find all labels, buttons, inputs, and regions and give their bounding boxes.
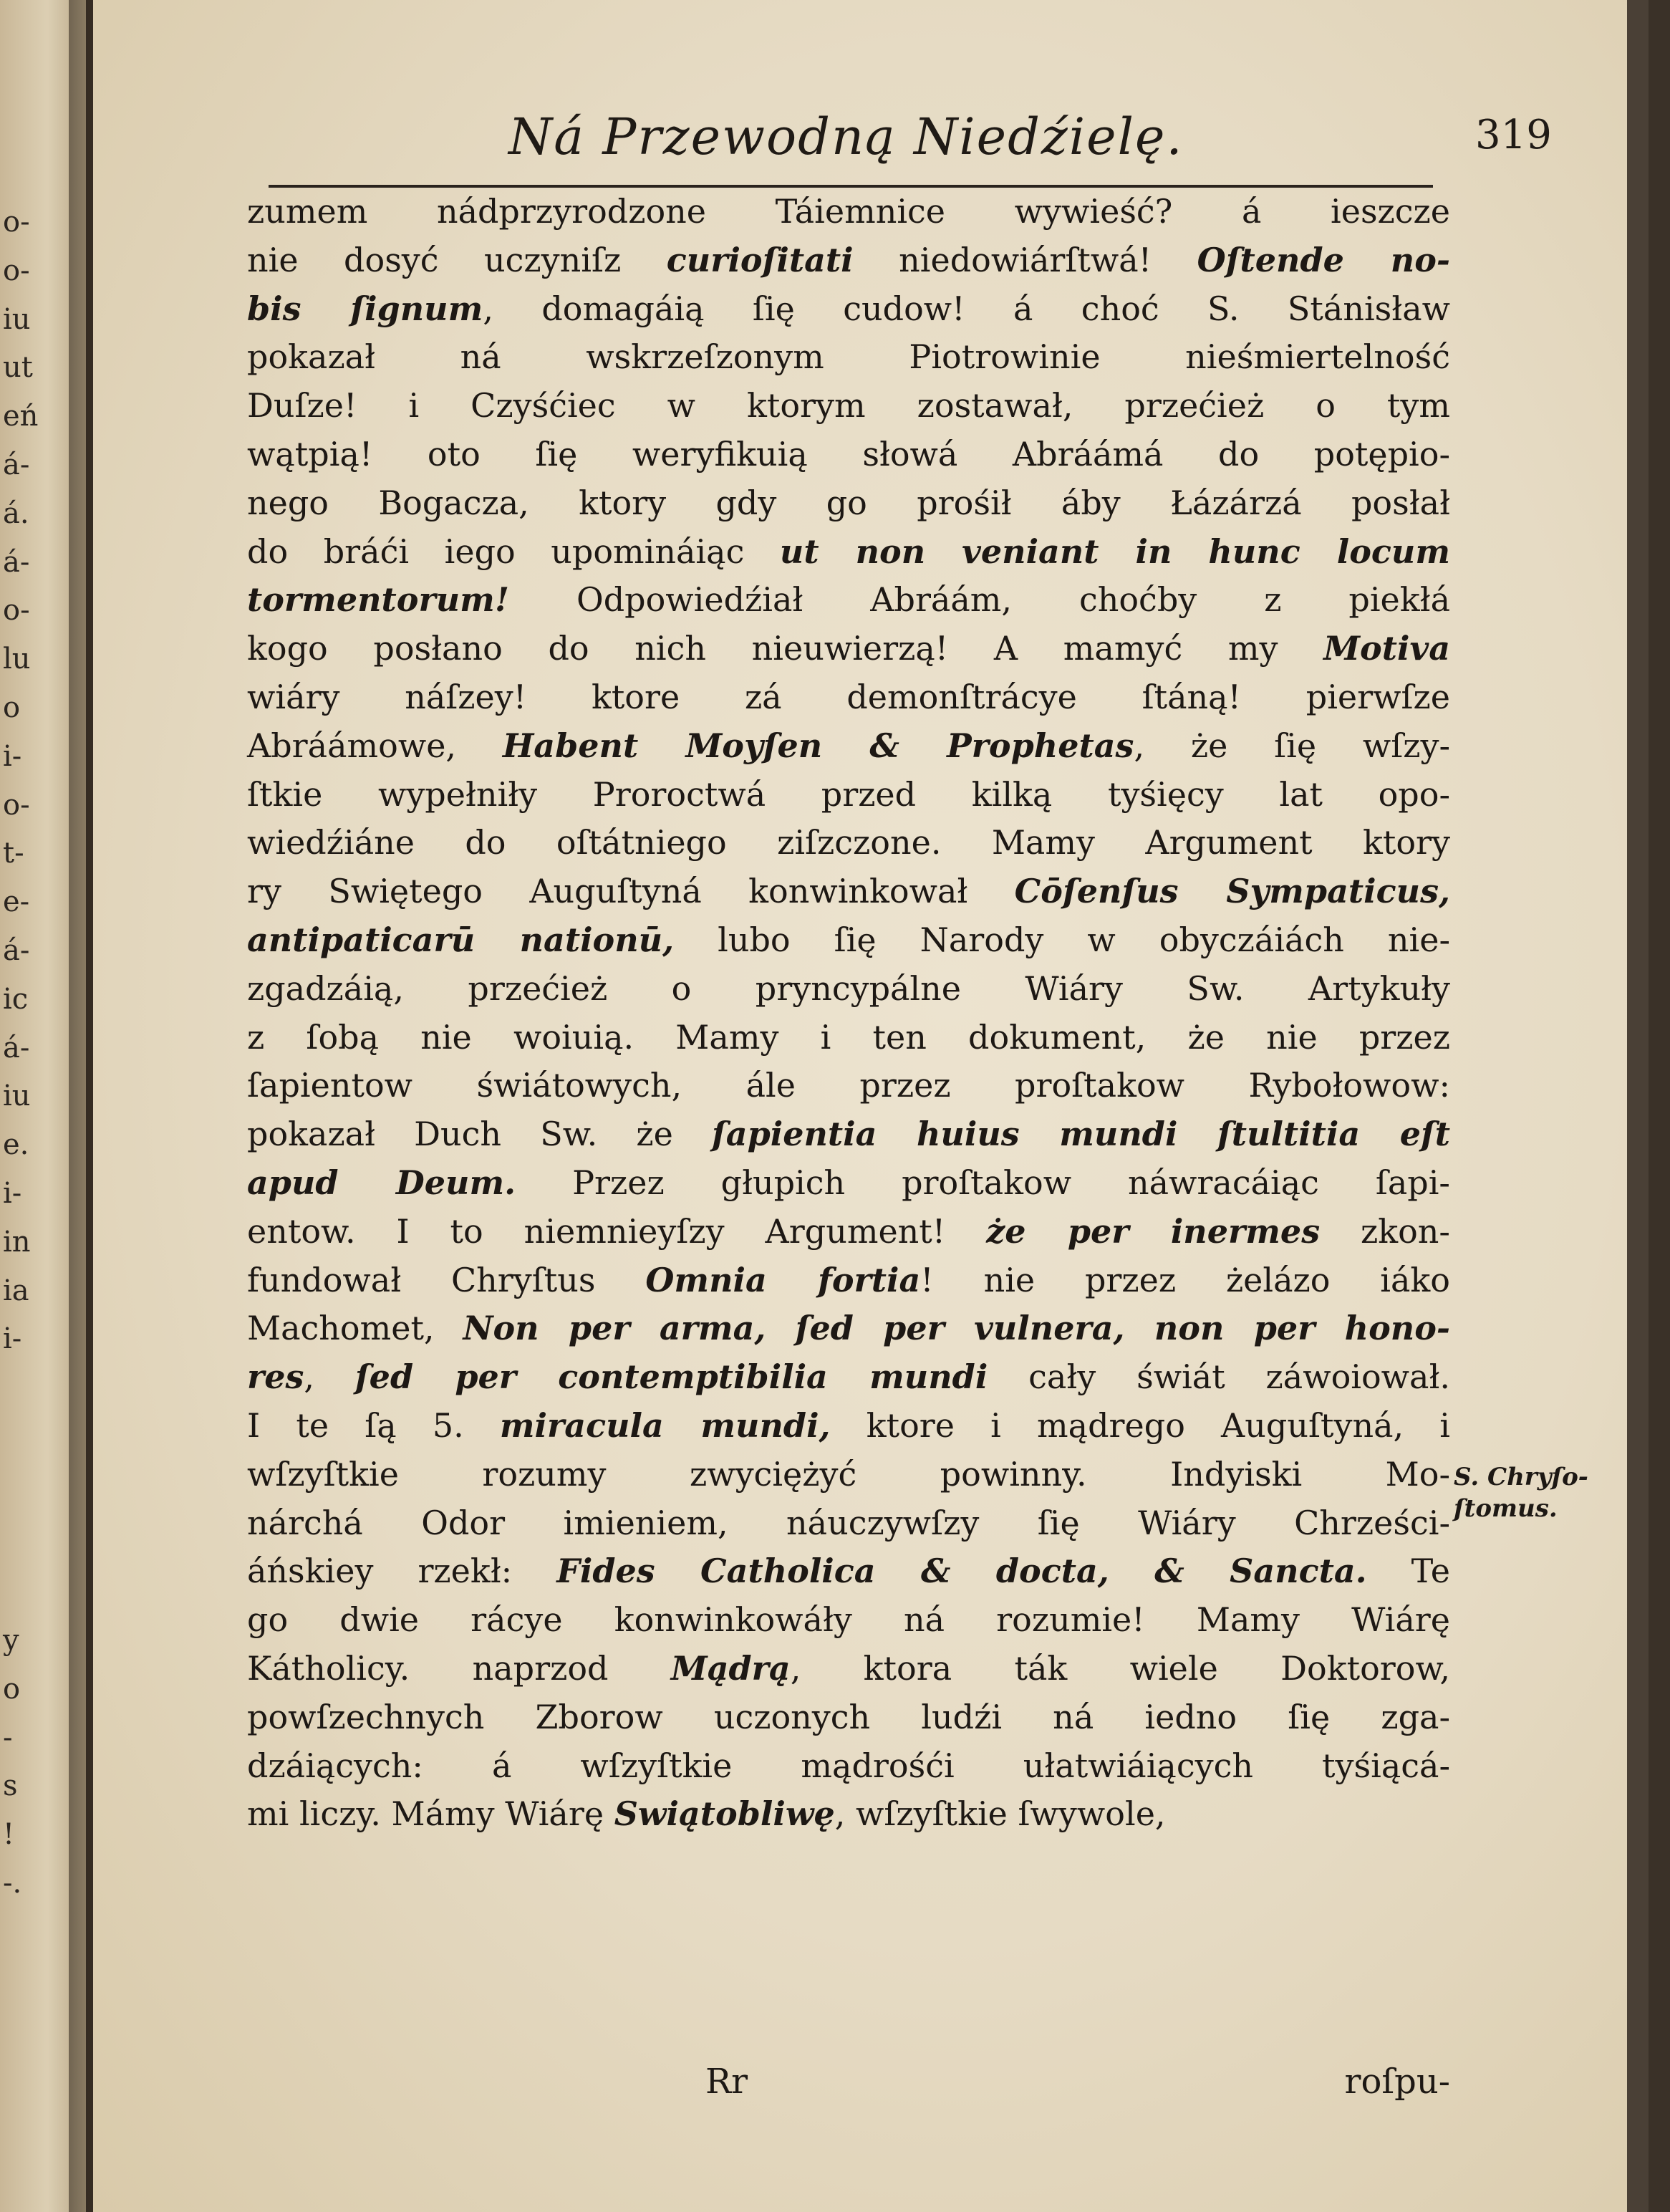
text-line: [247, 673, 1450, 722]
text-run: ry Swiętego Auguſtyná konwinkował: [247, 872, 1015, 911]
text-run: zkon-: [1320, 1211, 1450, 1251]
previous-page-fragment: ic: [3, 982, 29, 1016]
text-line: [247, 625, 1450, 673]
text-run: nárchá Odor imieniem, náuczywſzy ſię Wiáry Chrześci-: [247, 1503, 1450, 1542]
previous-page-fragment: o: [3, 1672, 21, 1706]
latin-phrase: Oſtende no-: [1197, 240, 1451, 279]
text-run: áńskiey rzekł:: [247, 1552, 557, 1591]
text-line: [247, 333, 1450, 382]
previous-page-fragment: iu: [3, 302, 31, 336]
text-run: ktore i mądrego Auguſtyná, i: [830, 1405, 1451, 1445]
latin-phrase: ut non veniant in hunc locum: [779, 532, 1450, 571]
text-run: , że ſię wſzy-: [1134, 726, 1450, 765]
previous-page-fragment: o-: [3, 206, 30, 239]
text-run: wſzyſtkie rozumy zwyciężyć powinny. Indyiski Mo-: [247, 1454, 1450, 1494]
previous-page-fragment: i-: [3, 1177, 22, 1210]
text-line: [247, 916, 1450, 965]
text-line: [247, 867, 1450, 916]
text-line: [247, 1110, 1450, 1159]
text-line: [247, 1451, 1450, 1499]
text-run: zgadzáią, przećież o pryncypálne Wiáry Sw. Artykuły: [247, 968, 1450, 1008]
margin-note-line: S. Chryſo-: [1454, 1463, 1588, 1491]
previous-page-fragment: e.: [3, 1128, 29, 1162]
text-line: [247, 285, 1450, 334]
margin-note-line: ſtomus.: [1454, 1494, 1558, 1523]
previous-page-fragment: -: [3, 1721, 13, 1754]
previous-page-fragment: eń: [3, 400, 39, 433]
previous-page-fragment: á-: [3, 1031, 30, 1064]
text-run: Kátholicy. naprzod: [247, 1648, 671, 1688]
text-line: [247, 431, 1450, 479]
text-line: [247, 1256, 1450, 1305]
text-line: [247, 1499, 1450, 1548]
previous-page-fragment: t-: [3, 837, 24, 870]
previous-page-fragment: á-: [3, 448, 30, 481]
text-line: [247, 1402, 1450, 1451]
text-run: Abráámowe,: [247, 726, 503, 765]
latin-phrase: Fides Catholica & docta, & Sancta.: [556, 1552, 1367, 1591]
text-line: [247, 1693, 1450, 1742]
margin-note: [1454, 1461, 1588, 1524]
latin-phrase: Swiątobliwę: [614, 1794, 835, 1834]
text-line: [247, 1645, 1450, 1693]
text-run: Odpowiedźiał Abráám, choćby z piekłá: [509, 580, 1450, 620]
previous-page-fragment: -.: [3, 1867, 22, 1900]
previous-page-fragment: iu: [3, 1079, 31, 1113]
page-header: [408, 107, 1626, 179]
previous-page-fragment: o-: [3, 254, 30, 287]
latin-phrase: Non per arma, ſed per vulnera, non per hono-: [463, 1309, 1450, 1348]
text-run: ſtkie wypełniły Proroctwá przed kilką tyśięcy lat opo-: [247, 774, 1450, 814]
latin-phrase: res: [247, 1357, 304, 1397]
text-line: [247, 1304, 1450, 1353]
text-run: z ſobą nie woiuią. Mamy i ten dokument, że nie przez: [247, 1017, 1450, 1057]
text-run: pokazał Duch Sw. że: [247, 1115, 712, 1154]
text-run: go dwie rácye konwinkowáły ná rozumie! Mamy Wiárę: [247, 1600, 1450, 1640]
previous-page-fragment: á-: [3, 934, 30, 967]
text-run: Te: [1366, 1552, 1450, 1591]
latin-phrase: Habent Moyſen & Prophetas: [502, 726, 1134, 765]
previous-page-fragment: o-: [3, 788, 30, 822]
text-run: pokazał ná wskrzeſzonym Piotrowinie nieśmiertelność: [247, 337, 1450, 377]
text-run: nie dosyć uczyniſz: [247, 240, 667, 279]
text-line: [247, 1353, 1450, 1402]
text-line: [247, 1547, 1450, 1596]
text-run: lubo ſię Narody w obyczáiách nie-: [674, 920, 1450, 959]
page-right-edge: [1627, 0, 1649, 2212]
text-line: [247, 1208, 1450, 1256]
text-run: zumem nádprzyrodzone Táiemnice wywieść? á ieszcze: [247, 192, 1450, 231]
text-line: [247, 819, 1450, 867]
previous-page-fragment: lu: [3, 643, 31, 676]
text-run: ſapientow świátowych, ále przez proſtakow Rybołowow:: [247, 1066, 1450, 1105]
latin-phrase: curioſitati: [666, 240, 854, 279]
text-line: [247, 1596, 1450, 1645]
latin-phrase: Mądrą: [670, 1648, 791, 1688]
previous-page-fragment: á-: [3, 545, 30, 579]
signature-mark: Rr: [705, 2062, 748, 2102]
text-run: wątpią! oto ſię weryfikuią słowá Abráámá do potępio-: [247, 434, 1450, 473]
text-line: [247, 1014, 1450, 1062]
latin-phrase: ſapientia huius mundi ſtultitia eſt: [711, 1115, 1450, 1154]
latin-phrase: bis ſignum: [247, 289, 483, 328]
previous-page-fragment: o: [3, 691, 21, 724]
latin-phrase: Omnia fortia: [645, 1260, 921, 1299]
catchword: roſpu-: [1344, 2062, 1450, 2102]
text-line: [247, 1790, 1450, 1839]
text-line: [247, 965, 1450, 1014]
running-title: Ná Przewodną Niedźielę.: [508, 107, 1184, 166]
page-footer: [247, 2062, 1450, 2112]
previous-page-fragment: i-: [3, 1322, 22, 1356]
text-line: [247, 382, 1450, 431]
text-run: powſzechnych Zborow uczonych ludźi ná iedno ſię zga-: [247, 1697, 1450, 1736]
text-line: [247, 1062, 1450, 1110]
previous-page-fragment: !: [3, 1818, 15, 1852]
latin-phrase: Motiva: [1323, 629, 1450, 668]
text-run: , domagáią ſię cudow! á choć S. Stánisław: [483, 289, 1450, 328]
text-line: [247, 188, 1450, 236]
previous-page-fragment: e-: [3, 885, 30, 919]
text-run: fundował Chryſtus: [247, 1260, 646, 1299]
text-line: [247, 576, 1450, 625]
text-line: [247, 479, 1450, 528]
text-line: [247, 528, 1450, 577]
text-run: do bráći iego upomináiąc: [247, 532, 780, 571]
text-run: mi liczy. Mámy Wiárę: [247, 1794, 614, 1834]
text-run: kogo posłano do nich nieuwierzą! A mamyć my: [247, 629, 1324, 668]
text-run: I te ſą 5.: [247, 1405, 500, 1445]
latin-phrase: ſed per contemptibilia mundi: [354, 1357, 988, 1397]
text-run: niedowiárſtwá!: [853, 240, 1197, 279]
text-run: entow. I to niemnieyſzy Argument!: [247, 1211, 987, 1251]
previous-page-fragment: á.: [3, 496, 29, 530]
text-line: [247, 1159, 1450, 1208]
previous-page-fragment: s: [3, 1769, 18, 1803]
text-run: wiáry náſzey! ktore zá demonſtrácye ſtáną! pierwſze: [247, 677, 1450, 716]
latin-phrase: miracula mundi,: [499, 1405, 831, 1445]
text-line: [247, 236, 1450, 285]
text-run: Przez głupich proſtakow náwracáiąc ſapi-: [516, 1163, 1450, 1202]
page-number: 319: [1475, 112, 1552, 158]
latin-phrase: apud Deum.: [247, 1163, 516, 1202]
text-run: ! nie przez żelázo iáko: [920, 1260, 1451, 1299]
text-line: [247, 1742, 1450, 1791]
previous-page-fragment: y: [3, 1624, 19, 1657]
text-run: ,: [304, 1357, 355, 1397]
latin-phrase: antipaticarū nationū,: [247, 920, 675, 959]
latin-phrase: że per inermes: [986, 1211, 1321, 1251]
previous-page-fragment: in: [3, 1225, 31, 1259]
previous-page-fragment: o-: [3, 594, 30, 627]
text-run: Duſze! i Czyśćiec w ktorym zostawał, przećież o tym: [247, 386, 1450, 425]
text-line: [247, 722, 1450, 771]
latin-phrase: Cōſenſus Sympaticus,: [1014, 872, 1450, 911]
text-run: wiedźiáne do oſtátniego ziſzczone. Mamy Argument ktory: [247, 823, 1450, 862]
body-text: [247, 188, 1450, 1839]
text-run: , ktora ták wiele Doktorow,: [790, 1648, 1450, 1688]
text-run: , wſzyſtkie ſwywole,: [834, 1794, 1166, 1834]
previous-page-fragment: ia: [3, 1274, 29, 1307]
text-run: cały świát záwoiował.: [988, 1357, 1451, 1397]
book-page: [93, 0, 1649, 2212]
latin-phrase: tormentorum!: [247, 580, 510, 620]
text-run: Machomet,: [247, 1309, 463, 1348]
previous-page-fragment: i-: [3, 739, 22, 773]
text-run: dzáiących: á wſzyſtkie mądrośći ułatwiáiących tyśiącá-: [247, 1746, 1450, 1785]
previous-page-fragment: ut: [3, 351, 33, 385]
text-run: nego Bogacza, ktory gdy go prośił áby Łázárzá posłał: [247, 483, 1450, 522]
text-line: [247, 771, 1450, 819]
